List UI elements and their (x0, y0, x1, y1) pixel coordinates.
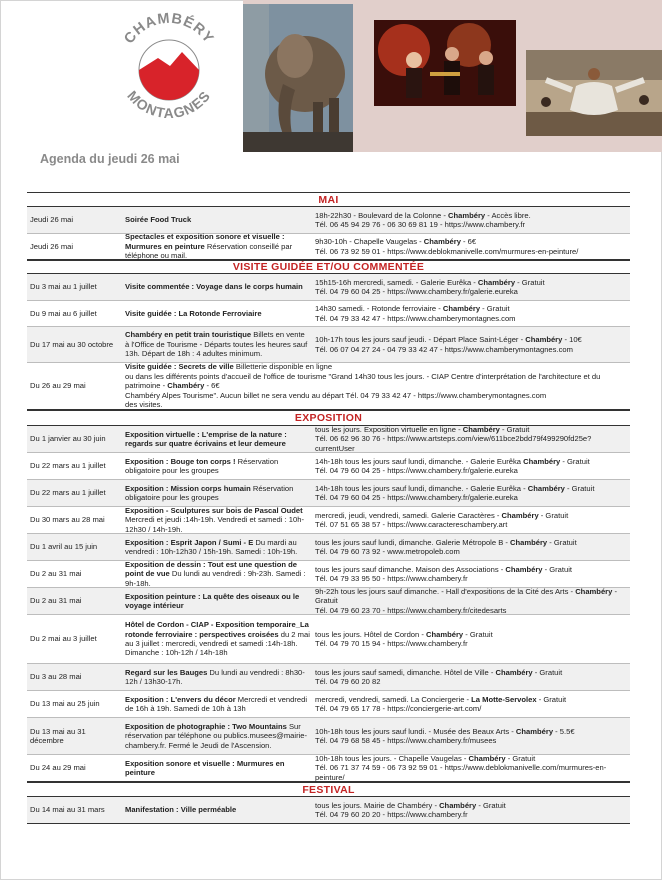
event-description: ou dans les différents points d'accueil de l'office de tourisme "Grand (125, 371, 353, 381)
event-schedule: 10h-17h tous les jours sauf jeudi. - Départ Place Saint-Léger - (315, 335, 526, 345)
event-schedule: tous les jours. Hôtel de Cordon - (315, 629, 427, 639)
event-price: - Gratuit (560, 456, 590, 466)
street-dancer-photo (526, 50, 662, 136)
event-description: Du lundi au vendredi : 8h30-12h / 13h30-17h. (125, 667, 305, 686)
event-city: Chambéry (447, 210, 486, 220)
event-description: Billets en vente à l'Office de Tourisme - Départs toutes les heures sauf 13h. Départ de 18h : 4 adultes minimum. (125, 330, 308, 359)
event-title: Exposition de dessin : Tout est une question de point de vue (125, 559, 297, 579)
event-description: Mercredi et vendredi de 16h à 19h. Samedi de 10h à 13h (125, 694, 308, 713)
event-date: Jeudi 26 mai (30, 241, 74, 251)
event-contact: Tél. 04 79 60 20 82 (315, 677, 381, 686)
event-city: Chambéry (462, 424, 500, 434)
event-description: Du lundi au vendredi : 9h-23h. Samedi : 9h-18h. (125, 569, 306, 588)
event-city: Chambéry (439, 800, 477, 810)
event-price: - Gratuit (564, 483, 595, 493)
event-city: Chambéry (527, 483, 565, 493)
event-description: des visites. (125, 400, 163, 410)
table-row (27, 274, 630, 301)
table-row (27, 588, 630, 615)
event-title: Exposition de photographie : Two Mountains (125, 721, 287, 731)
event-schedule: tous les jours sauf dimanche. Maison des Associations - (315, 564, 506, 574)
event-info-cell (313, 668, 630, 687)
event-price: - 6€ (204, 381, 220, 391)
event-date: Du 17 mai au 30 octobre (30, 339, 114, 349)
event-schedule: tous les jours. Mairie de Chambéry - (315, 800, 440, 810)
event-contact: Tél. 04 79 60 04 25 - https://www.chambery.fr/galerie.eureka (315, 493, 518, 502)
event-description: du 2 mai au 3 juillet : mercredi, vendredi et samedi :14h-18h. Dimanche : 10h-12h / 14h-18h (125, 629, 310, 658)
event-price: - Gratuit (532, 667, 563, 677)
event-date: Du 26 au 29 mai (30, 381, 86, 391)
event-title: Manifestation : Ville perméable (125, 805, 237, 815)
event-title: Exposition : L'envers du décor (125, 694, 236, 704)
event-contact: Tél. 04 79 60 04 25 - https://www.chambery.fr/galerie.eureka (315, 287, 518, 296)
event-contact: Tél. 04 79 33 42 47 - https://www.chamberymontagnes.com (343, 390, 547, 400)
event-title-cell (123, 560, 313, 588)
event-info-cell (313, 304, 630, 323)
event-city: Chambéry (505, 564, 543, 574)
event-title: Exposition virtuelle : L'emprise de la nature : regards sur quatre écrivains et leur demeure (125, 429, 287, 448)
event-info-cell (313, 335, 630, 354)
event-city: Chambéry (515, 726, 554, 736)
event-date: Du 24 au 29 mai (30, 763, 86, 773)
event-info-cell (313, 425, 630, 453)
event-contact: Tél. 04 79 33 95 50 - https://www.chambery.fr (315, 574, 468, 583)
chambery-montagnes-logo (110, 8, 228, 126)
table-row (27, 480, 630, 507)
event-contact: Tél. 04 79 60 23 70 - https://www.chambery.fr/citedesarts (315, 605, 507, 615)
event-info-cell (313, 237, 630, 256)
event-title-cell (123, 232, 313, 260)
event-description: Du mardi au vendredi : 10h-12h30 / 15h-19h. Samedi : 10h-19h. (125, 537, 298, 556)
event-date: Du 13 mai au 31 décembre (30, 726, 86, 745)
event-price: - Gratuit (505, 753, 536, 763)
event-price: - Gratuit (463, 629, 493, 639)
logo-text-bottom: MONTAGNES (124, 87, 214, 122)
event-city: Chambéry (575, 586, 613, 596)
table-row (27, 301, 630, 327)
event-contact: Tél. 04 79 60 73 92 - www.metropoleb.com (315, 547, 460, 556)
event-contact: Tél. 06 45 94 29 76 - 06 30 69 81 19 - https://www.chambery.fr (315, 220, 526, 229)
event-info-cell (313, 630, 630, 649)
event-title-cell (123, 668, 313, 687)
event-title-cell (123, 695, 313, 714)
event-date: Jeudi 26 mai (30, 215, 74, 225)
agenda-title: Agenda du jeudi 26 mai (40, 152, 180, 166)
event-city: Chambéry (501, 510, 539, 520)
event-contact: Tél. 06 73 92 59 01 - https://www.deblokmanivelle.com/murmures-en-peinture/ (315, 246, 579, 256)
event-schedule: 14h-18h tous les jours sauf lundi, dimanche. - Galerie Eurêka - (315, 483, 528, 493)
event-info-cell (313, 565, 630, 584)
event-schedule: 10h-18h tous les jours. - Chapelle Vaugelas - (315, 753, 469, 763)
table-row (27, 426, 630, 453)
event-info-cell (313, 457, 630, 476)
event-description: Mercredi et jeudi :14h-19h. Vendredi et samedi : 10h-12h30 / 14h-19h. (125, 515, 304, 534)
event-price: - Gratuit (476, 800, 506, 810)
event-title: Exposition sonore et visuelle : Murmures en peinture (125, 758, 285, 777)
event-info-cell (313, 727, 630, 746)
event-info-cell (313, 801, 630, 820)
table-row (27, 207, 630, 234)
event-contact: Tél. 06 71 37 74 59 - 06 73 92 59 01 - https://www.deblokmanivelle.com/murmures-en-peinture/ (315, 763, 607, 782)
event-schedule: mercredi, jeudi, vendredi, samedi. Galerie Caractères - (315, 510, 502, 520)
event-contact: Tél. 04 79 65 17 78 - https://conciergerie-art.com/ (315, 704, 482, 713)
event-title: Soirée Food Truck (125, 215, 192, 225)
event-info-cell (313, 278, 630, 297)
event-city: La Motte-Servolex (471, 694, 537, 704)
event-date: Du 30 mars au 28 mai (30, 515, 105, 525)
event-contact: Tél. 04 79 60 20 20 - https://www.chambery.fr (315, 810, 468, 819)
event-schedule: tous les jours sauf samedi, dimanche. Hôtel de Ville - (315, 667, 496, 677)
event-title: Exposition : Esprit Japon / Sumi - E (125, 537, 254, 547)
event-schedule: 14h-18h tous les jours sauf lundi, dimanche. - Galerie Eurêka (315, 456, 524, 466)
event-info-cell (313, 695, 630, 714)
event-description: Billetterie disponible en ligne (233, 362, 333, 372)
table-row (27, 755, 630, 782)
event-date: Du 13 mai au 25 juin (30, 699, 100, 709)
event-contact: Tél. 04 79 60 04 25 - https://www.chambery.fr/galerie.eureka (315, 466, 518, 475)
table-row (27, 453, 630, 480)
table-row (27, 561, 630, 588)
event-date: Du 2 au 31 mai (30, 569, 82, 579)
event-date: Du 1 janvier au 30 juin (30, 434, 106, 444)
event-title: Exposition - Sculptures sur bois de Pascal Oudet (125, 505, 303, 515)
event-price: - Gratuit (536, 694, 567, 704)
event-price: - 5.5€ (553, 726, 575, 736)
event-price: - Gratuit (515, 277, 545, 287)
event-price: - Gratuit (542, 564, 573, 574)
event-description: Réservation obligatoire pour les groupes (125, 483, 294, 502)
event-contact: Tél. 04 79 33 42 47 - https://www.chamberymontagnes.com (315, 313, 516, 323)
event-title-cell (123, 430, 313, 449)
table-row (27, 797, 630, 824)
event-city: Chambéry (423, 237, 461, 247)
event-schedule: 18h-22h30 - Boulevard de la Colonne - (315, 210, 448, 220)
event-title: Spectacles et exposition sonore et visuelle : Murmures en peinture (125, 232, 285, 251)
event-title-cell (123, 282, 313, 291)
event-date: Du 2 au 31 mai (30, 596, 82, 606)
event-title: Hôtel de Cordon - CIAP - Exposition temporaire_La rotonde ferroviaire : perspectives croisées (125, 620, 309, 639)
event-contact: Tél. 06 07 04 27 24 - 04 79 33 42 47 - https://www.chamberymontagnes.com (315, 344, 573, 354)
event-city: Chambéry (495, 667, 533, 677)
event-date: Du 1 avril au 15 juin (30, 542, 98, 552)
table-row (27, 718, 630, 755)
event-schedule: mercredi, vendredi, samedi. La Conciergerie - (315, 694, 472, 704)
event-title: Regard sur les Bauges (125, 667, 208, 677)
event-title: Exposition peinture : La quête des oiseaux ou le voyage intérieur (125, 591, 300, 610)
event-contact: Tél. 06 62 96 30 76 - https://www.artsteps.com/view/611bce2bdd79f499290fd25e?currentUser (315, 434, 592, 453)
event-date: Du 22 mars au 1 juillet (30, 488, 106, 498)
event-title: Visite guidée : La Rotonde Ferroviaire (125, 308, 262, 318)
event-description: Réservation conseillé par téléphone ou mail. (125, 241, 293, 261)
section-header-festival: FESTIVAL (27, 782, 630, 797)
event-description: Réservation obligatoire pour les groupes (125, 456, 279, 475)
event-title-cell (123, 506, 313, 534)
event-schedule: tous les jours. Exposition virtuelle en ligne - (315, 424, 463, 434)
agenda-table (27, 192, 630, 824)
event-price: - Gratuit (499, 424, 530, 434)
event-price: - 6€ (460, 237, 477, 247)
event-price: - Gratuit (315, 586, 617, 606)
table-row (27, 327, 630, 363)
event-title-cell (123, 592, 313, 611)
event-title-cell (123, 309, 313, 318)
event-info-cell (313, 754, 630, 782)
table-row (27, 534, 630, 561)
event-title-cell (123, 759, 313, 778)
event-schedule: 15h15-16h mercredi, samedi. - Galerie Eurêka - (315, 277, 478, 287)
event-schedule: 10h-18h tous les jours sauf lundi. - Musée des Beaux Arts - (315, 726, 516, 736)
event-wide-cell (123, 362, 630, 409)
table-row (27, 507, 630, 534)
event-title-cell (123, 620, 313, 658)
event-title-cell (123, 215, 313, 224)
logo-text-top: CHAMBÉRY (121, 10, 217, 47)
table-row (27, 615, 630, 664)
event-title: Visite guidée : Secrets de ville (125, 362, 234, 372)
event-info-cell (313, 511, 630, 530)
event-title-cell (123, 330, 313, 358)
section-header-visite: VISITE GUIDÉE ET/OU COMMENTÉE (27, 260, 630, 274)
event-title: Exposition : Bouge ton corps ! (125, 456, 236, 466)
event-title: Chambéry en petit train touristique (125, 330, 252, 340)
event-price: - Gratuit (538, 510, 569, 520)
event-date: Du 14 mai au 31 mars (30, 805, 105, 815)
table-row (27, 664, 630, 691)
event-schedule: tous les jours sauf lundi, dimanche. Galerie Métropole B - (315, 537, 511, 547)
event-date: Du 2 mai au 3 juillet (30, 634, 97, 644)
event-city: Chambéry (426, 629, 464, 639)
event-info-cell (313, 211, 630, 230)
event-price: - 10€ (562, 335, 582, 345)
event-title-cell (123, 538, 313, 557)
event-title-cell (123, 457, 313, 476)
event-city: Chambéry (167, 381, 205, 391)
event-description: Chambéry Alpes Tourisme". Aucun billet ne sera vendu au départ (125, 390, 344, 400)
event-city: Chambéry (525, 335, 563, 345)
event-contact: Tél. 04 79 70 15 94 - https://www.chambery.fr (315, 639, 468, 648)
event-title-cell (123, 484, 313, 503)
event-schedule: 14h30 samedi. - Rotonde ferroviaire - (315, 304, 443, 314)
section-header-exposition: EXPOSITION (27, 410, 630, 426)
event-city: Chambéry (477, 277, 516, 287)
event-city: Chambéry (510, 537, 548, 547)
event-price: - Accès libre. (485, 210, 531, 220)
event-city: Chambéry (523, 456, 561, 466)
event-date: Du 9 mai au 6 juillet (30, 308, 97, 318)
event-city: Chambéry (442, 304, 481, 314)
event-title: Exposition : Mission corps humain (125, 483, 251, 493)
event-info-cell (313, 538, 630, 557)
event-title-cell (123, 805, 313, 814)
event-date: Du 22 mars au 1 juillet (30, 461, 106, 471)
event-price: - Gratuit (547, 537, 577, 547)
event-title: Visite commentée : Voyage dans le corps humain (125, 282, 303, 292)
event-schedule: 14h30 tous les jours. - CIAP Centre d'interprétation de l'architecture et du patrimoine - (125, 371, 601, 391)
event-schedule: 9h-22h tous les jours sauf dimanche. - Hall d'expositions de la Cité des Arts - (315, 586, 576, 596)
table-row (27, 363, 630, 410)
event-price: - Gratuit (480, 304, 510, 314)
event-description: Sur réservation par téléphone ou publics.musees@mairie-chambery.fr. Fermé le Jeudi de l'Ascension. (125, 721, 308, 750)
table-row (27, 691, 630, 718)
event-title-cell (123, 722, 313, 750)
table-row (27, 234, 630, 260)
band-concert-photo (374, 20, 516, 106)
event-city: Chambéry (468, 753, 506, 763)
mechanical-elephant-photo (243, 4, 353, 152)
event-contact: Tél. 04 79 68 58 45 - https://www.chambery.fr/musees (315, 736, 497, 745)
event-info-cell (313, 484, 630, 503)
event-date: Du 3 au 28 mai (30, 672, 82, 682)
event-date: Du 3 mai au 1 juillet (30, 282, 97, 292)
event-info-cell (313, 587, 630, 615)
section-header-mai: MAI (27, 193, 630, 207)
event-schedule: 9h30-10h - Chapelle Vaugelas - (315, 237, 424, 247)
event-contact: Tél. 07 51 65 38 57 - https://www.caractereschambery.art (315, 520, 508, 529)
